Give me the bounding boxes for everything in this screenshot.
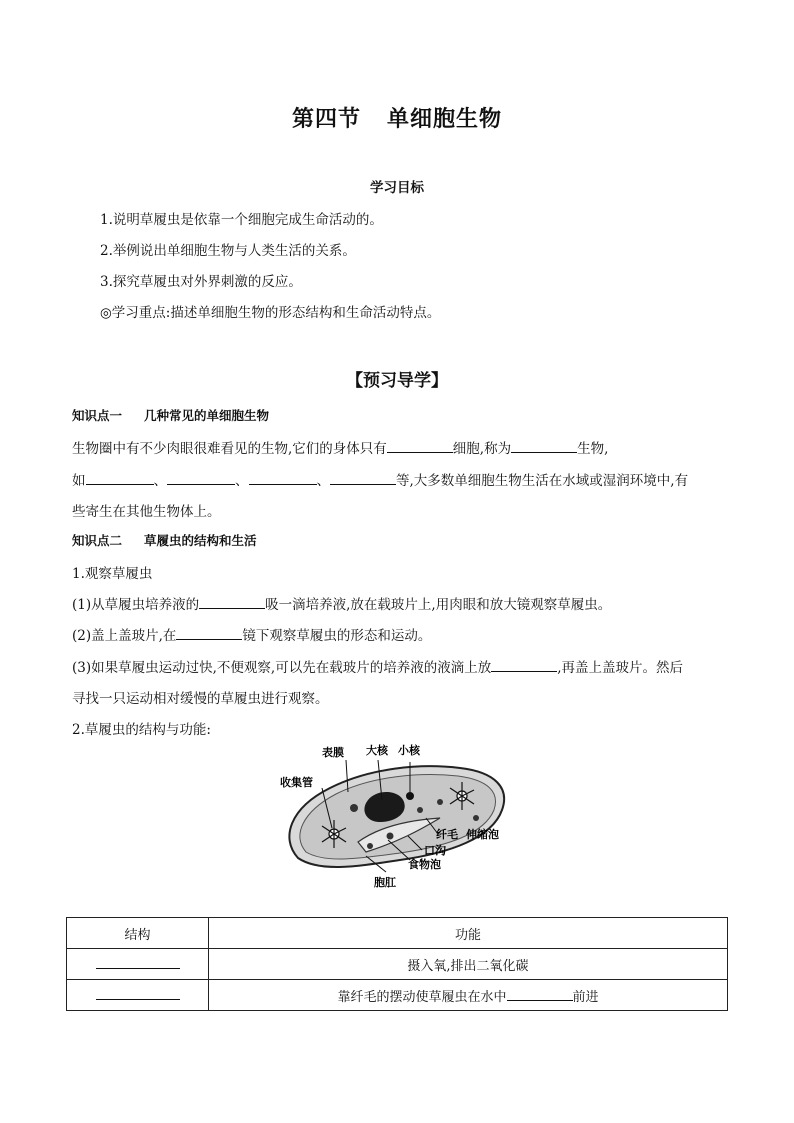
observe-step-3 (72, 656, 683, 676)
label-xianmao: 纤毛 (436, 828, 458, 841)
label-kougou: 口沟 (424, 844, 446, 857)
answer-blank[interactable] (491, 659, 557, 672)
objective-3: 3.探究草履虫对外界刺激的反应。 (100, 274, 302, 290)
structure-function-table (66, 917, 728, 1011)
kp2-label: 知识点二 (72, 533, 123, 548)
label-biaomo: 表膜 (322, 746, 344, 759)
kp1-text: 等,大多数单细胞生物生活在水域或湿润环境中,有 (396, 473, 689, 489)
kp1-separator: 、 (235, 473, 249, 489)
observe-step-1 (72, 593, 611, 613)
answer-blank[interactable] (330, 472, 396, 485)
objectives-heading: 学习目标 (370, 180, 424, 196)
kp1-text: 如 (72, 473, 86, 489)
answer-blank[interactable] (199, 596, 265, 609)
observe-heading: 1.观察草履虫 (72, 566, 153, 582)
kp1-text: 生物圈中有不少肉眼很难看见的生物,它们的身体只有 (72, 441, 387, 457)
kp1-line-3: 些寄生在其他生物体上。 (72, 504, 221, 520)
structure-cell[interactable] (67, 980, 209, 1011)
answer-blank[interactable] (507, 988, 573, 1001)
answer-blank[interactable] (96, 987, 180, 1000)
kp2-title: 草履虫的结构和生活 (144, 533, 257, 548)
label-xiaohe: 小核 (398, 744, 420, 757)
knowledge-point-2 (72, 531, 257, 549)
kp1-line-1 (72, 437, 608, 457)
observe-step-2 (72, 624, 431, 644)
answer-blank[interactable] (387, 440, 453, 453)
answer-blank[interactable] (249, 472, 317, 485)
learning-focus: ◎学习重点:描述单细胞生物的形态结构和生命活动特点。 (100, 305, 441, 321)
knowledge-point-1 (72, 406, 269, 424)
step-text: (1)从草履虫培养液的 (72, 597, 200, 613)
step-text: (2)盖上盖玻片,在 (72, 628, 177, 644)
function-cell (209, 980, 728, 1011)
structure-cell[interactable] (67, 949, 209, 980)
kp1-label: 知识点一 (72, 408, 123, 423)
label-shiwupao: 食物泡 (408, 858, 441, 871)
label-dahe: 大核 (366, 744, 388, 757)
table-row (67, 949, 728, 980)
kp1-text: 细胞,称为 (452, 441, 512, 457)
function-text: 前进 (572, 989, 599, 1005)
kp1-title: 几种常见的单细胞生物 (144, 408, 270, 423)
kp1-separator: 、 (316, 473, 330, 489)
answer-blank[interactable] (511, 440, 577, 453)
step-text: 吸一滴培养液,放在载玻片上,用肉眼和放大镜观察草履虫。 (265, 597, 612, 613)
step-text: 镜下观察草履虫的形态和运动。 (242, 628, 432, 644)
kp1-text: 生物, (577, 441, 609, 457)
title-topic: 单细胞生物 (387, 107, 503, 132)
kp1-separator: 、 (153, 473, 167, 489)
preview-heading: 【预习导学】 (346, 371, 448, 391)
answer-blank[interactable] (176, 627, 242, 640)
answer-blank[interactable] (167, 472, 235, 485)
table-row (67, 980, 728, 1011)
header-structure: 结构 (67, 918, 209, 949)
step-text: (3)如果草履虫运动过快,不便观察,可以先在载玻片的培养液的液滴上放 (72, 660, 492, 676)
table-header-row (67, 918, 728, 949)
paramecium-figure (270, 738, 532, 890)
function-text: 摄入氧,排出二氧化碳 (407, 958, 529, 974)
function-cell (209, 949, 728, 980)
page-title (0, 102, 794, 133)
function-text: 靠纤毛的摆动使草履虫在水中 (337, 989, 507, 1005)
title-section: 第四节 (291, 107, 361, 132)
answer-blank[interactable] (86, 472, 154, 485)
objective-1: 1.说明草履虫是依靠一个细胞完成生命活动的。 (100, 212, 383, 228)
label-shoujiguan: 收集管 (280, 776, 313, 789)
header-function: 功能 (209, 918, 728, 949)
objective-2: 2.举例说出单细胞生物与人类生活的关系。 (100, 243, 356, 259)
step-text: ,再盖上盖玻片。然后 (557, 660, 684, 676)
micronucleus (406, 792, 414, 800)
structure-heading: 2.草履虫的结构与功能: (72, 722, 211, 738)
answer-blank[interactable] (96, 956, 180, 969)
label-shensuopao: 伸缩泡 (466, 828, 499, 841)
observe-step-3-cont: 寻找一只运动相对缓慢的草履虫进行观察。 (72, 691, 329, 707)
kp1-line-2 (72, 469, 688, 489)
label-baogang: 胞肛 (374, 876, 396, 889)
